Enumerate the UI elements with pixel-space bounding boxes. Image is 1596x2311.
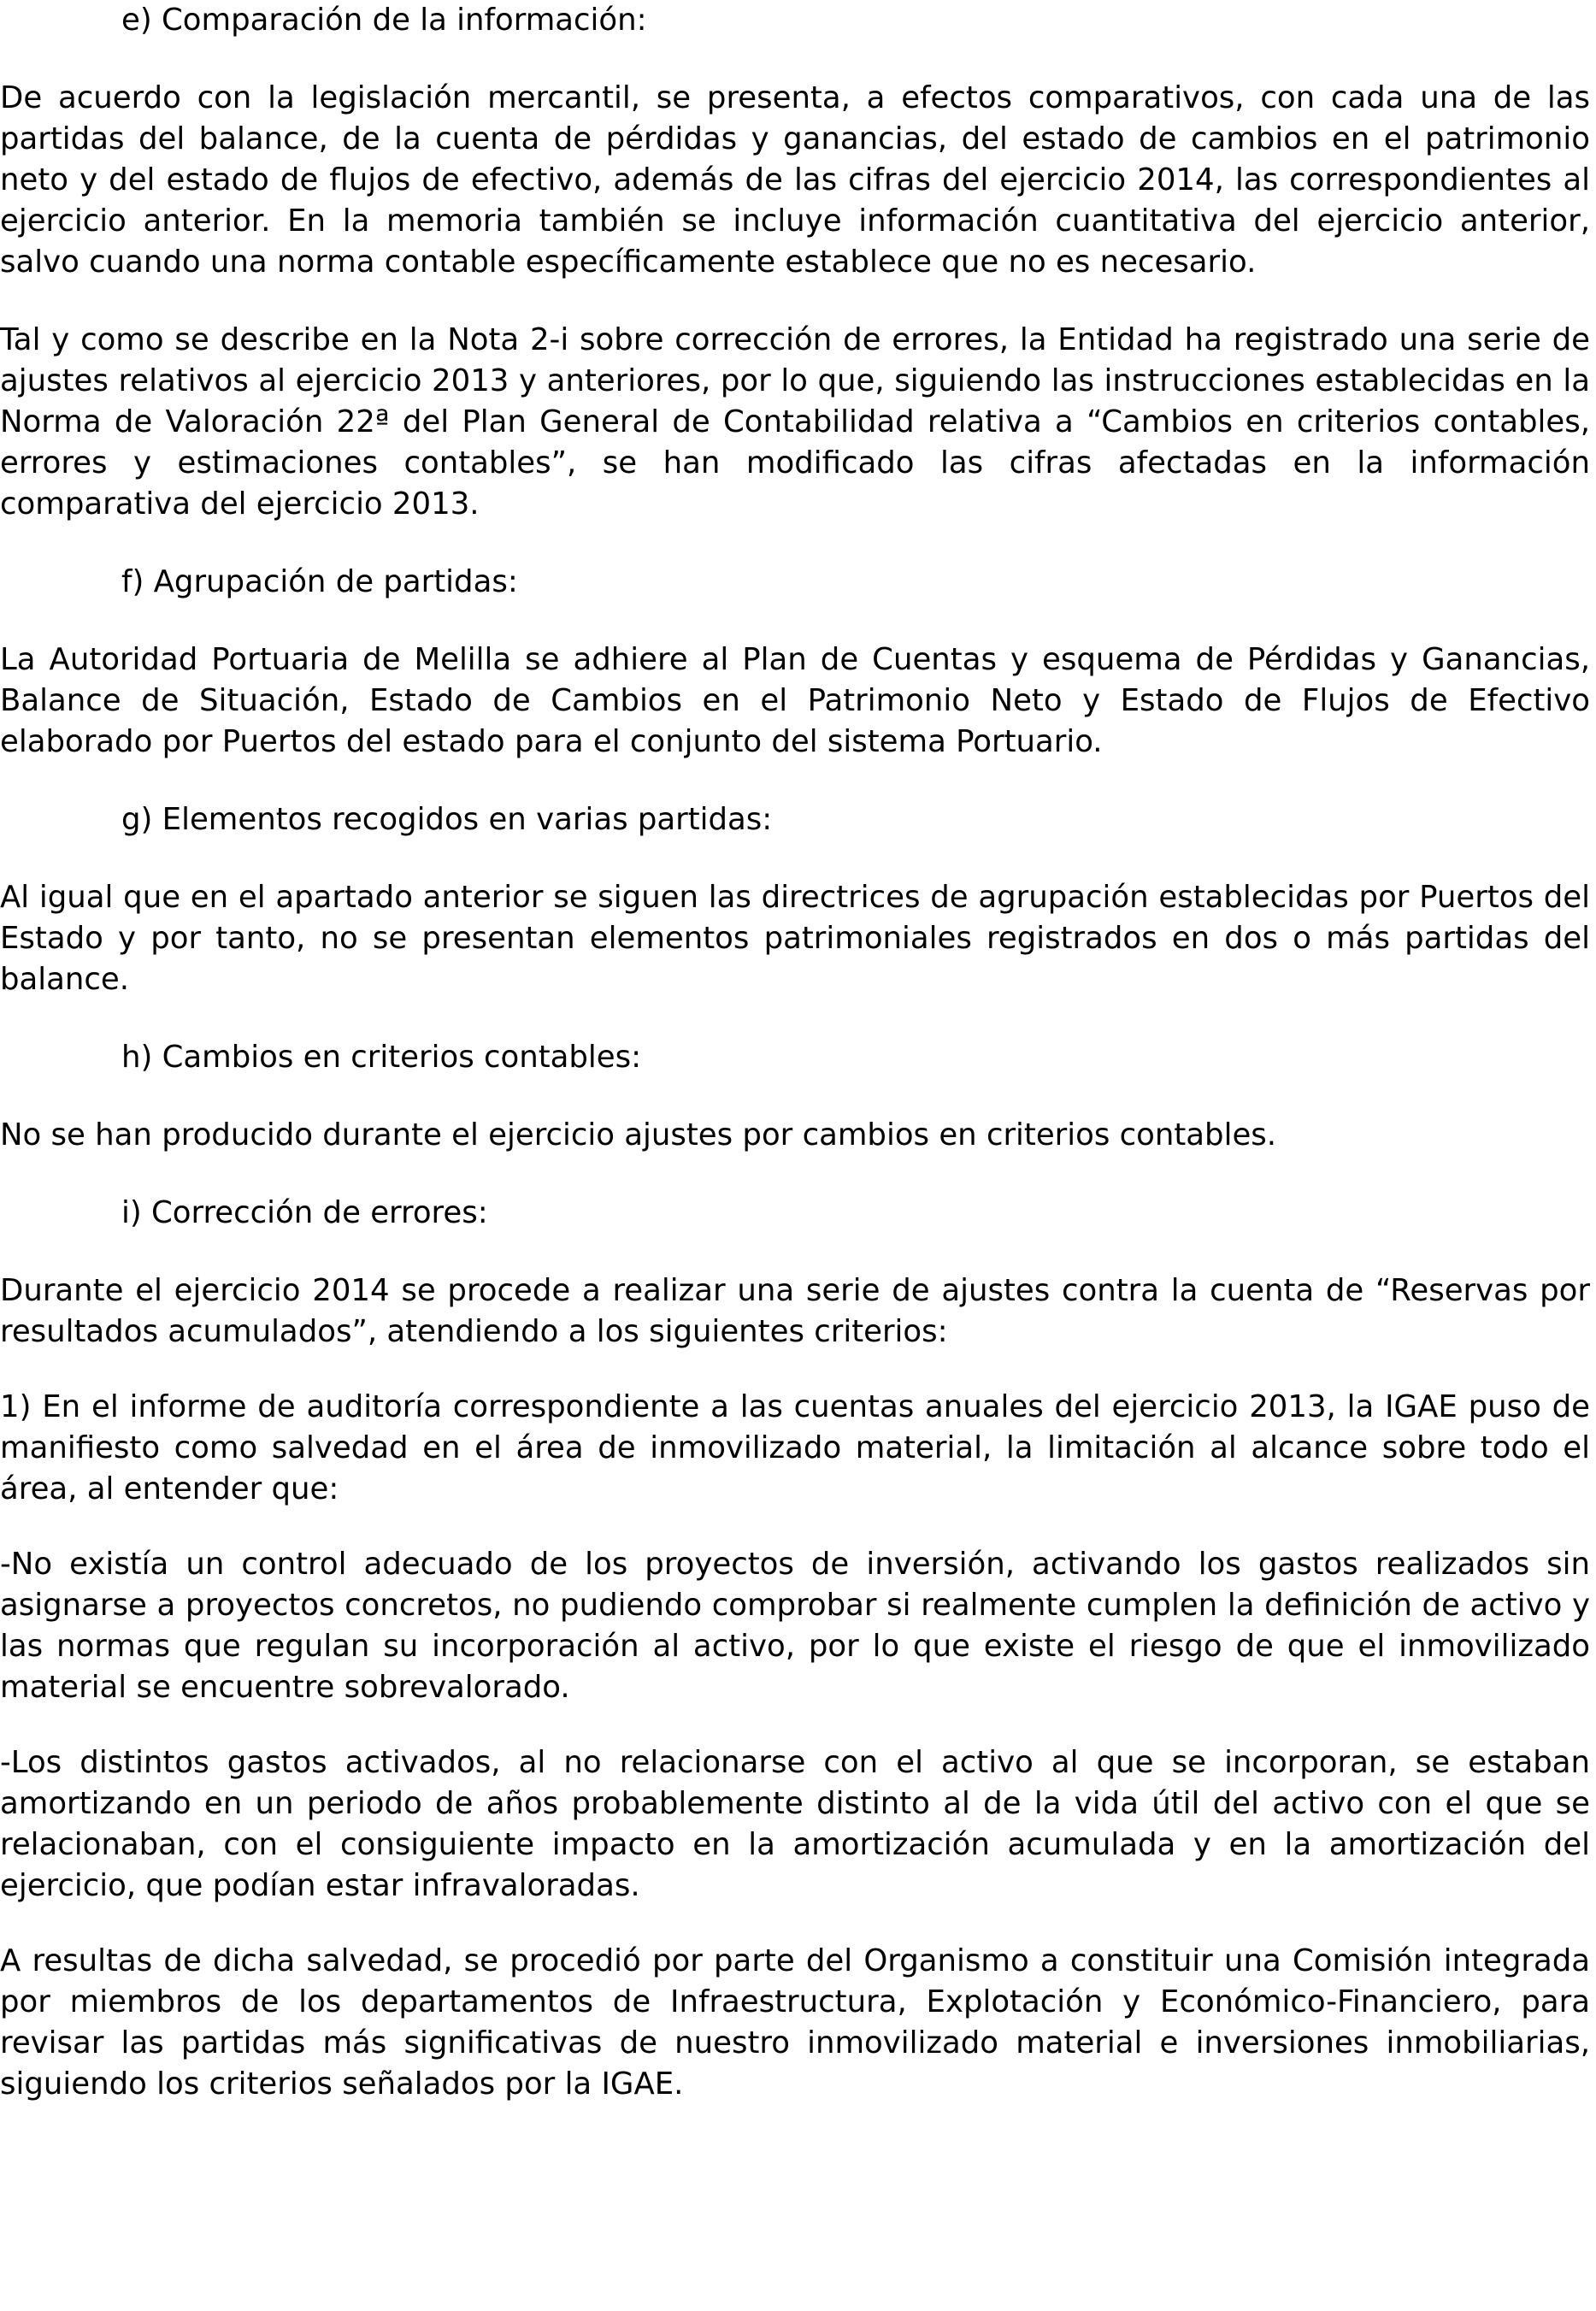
paragraph-h-1: No se han producido durante el ejercicio ajustes por cambios en criterios contables.	[0, 1117, 1277, 1153]
paragraph-i-2: 1) En el informe de auditoría correspondiente a las cuentas anuales del ejercicio 2013, la IGAE puso de manifiesto como salvedad en el área de inmovilizado material, la limitación al alcance sobre todo el área, al entender que:	[0, 1389, 1590, 1506]
paragraph-i-1: Durante el ejercicio 2014 se procede a realizar una serie de ajustes contra la cuenta de “Reservas por resultados acumulados”, atendiendo a los siguientes criterios:	[0, 1273, 1590, 1349]
paragraph-i-4: -Los distintos gastos activados, al no relacionarse con el activo al que se incorporan, se estaban amortizando en un periodo de años probablemente distinto al de la vida útil del activo con el que se relacionaban, con el consiguiente impacto en la amortización acumulada y en la amortización del ejercicio, que podían estar infravaloradas.	[0, 1745, 1590, 1903]
paragraph-e-2: Tal y como se describe en la Nota 2-i sobre corrección de errores, la Entidad ha registrado una serie de ajustes relativos al ejercicio 2013 y anteriores, por lo que, siguiendo las instrucciones establecidas en la Norma de Valoración 22ª del Plan General de Contabilidad relativa a “Cambios en criterios contables, errores y estimaciones contables”, se han modificado las cifras afectadas en la información comparativa del ejercicio 2013.	[0, 322, 1590, 522]
paragraph-i-3: -No existía un control adecuado de los proyectos de inversión, activando los gastos realizados sin asignarse a proyectos concretos, no pudiendo comprobar si realmente cumplen la definición de activo y las normas que regulan su incorporación al activo, por lo que existe el riesgo de que el inmovilizado material se encuentre sobrevalorado.	[0, 1547, 1590, 1705]
section-heading-h: h) Cambios en criterios contables:	[121, 1040, 642, 1075]
section-heading-e: e) Comparación de la información:	[121, 3, 647, 38]
section-heading-f: f) Agrupación de partidas:	[121, 564, 518, 599]
section-heading-g: g) Elementos recogidos en varias partidas:	[121, 802, 773, 837]
paragraph-g-1: Al igual que en el apartado anterior se siguen las directrices de agrupación establecidas por Puertos del Estado y por tanto, no se presentan elementos patrimoniales registrados en dos o más partidas del balance.	[0, 880, 1590, 997]
section-heading-i: i) Corrección de errores:	[121, 1195, 488, 1230]
paragraph-e-1: De acuerdo con la legislación mercantil, se presenta, a efectos comparativos, con cada una de las partidas del balance, de la cuenta de pérdidas y ganancias, del estado de cambios en el patrimonio neto y del estado de flujos de efectivo, además de las cifras del ejercicio 2014, las correspondientes al ejercicio anterior. En la memoria también se incluye información cuantitativa del ejercicio anterior, salvo cuando una norma contable específicamente establece que no es necesario.	[0, 80, 1590, 280]
paragraph-i-5: A resultas de dicha salvedad, se procedió por parte del Organismo a constituir una Comisión integrada por miembros de los departamentos de Infraestructura, Explotación y Económico-Financiero, para revisar las partidas más significativas de nuestro inmovilizado material e inversiones inmobiliarias, siguiendo los criterios señalados por la IGAE.	[0, 1943, 1590, 2102]
paragraph-f-1: La Autoridad Portuaria de Melilla se adhiere al Plan de Cuentas y esquema de Pérdidas y Ganancias, Balance de Situación, Estado de Cambios en el Patrimonio Neto y Estado de Flujos de Efectivo elaborado por Puertos del estado para el conjunto del sistema Portuario.	[0, 642, 1590, 759]
